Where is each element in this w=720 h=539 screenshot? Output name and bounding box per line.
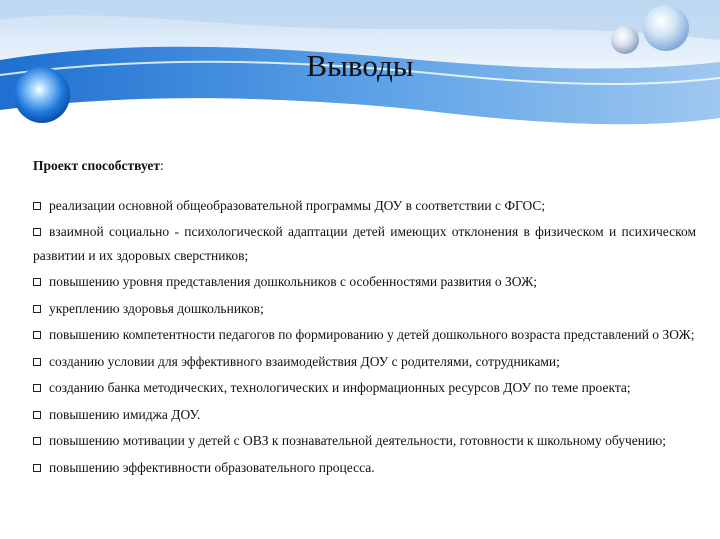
slide-title: Выводы xyxy=(306,48,414,83)
checkbox-bullet-icon xyxy=(33,437,41,445)
slide-content xyxy=(33,154,696,482)
checkbox-bullet-icon xyxy=(33,305,41,313)
list-item: реализации основной общеобразовательной программы ДОУ в соответствии с ФГОС; xyxy=(33,194,696,218)
checkbox-bullet-icon xyxy=(33,202,41,210)
lead-bold: Проект способствует xyxy=(33,158,160,173)
list-item: взаимной социально - психологической адаптации детей имеющих отклонения в физическом и психическом развитии и их здоровых сверстников; xyxy=(33,224,696,263)
checkbox-bullet-icon xyxy=(33,228,41,236)
conclusions-list xyxy=(33,194,696,480)
checkbox-bullet-icon xyxy=(33,464,41,472)
list-item: созданию банка методических, технологических и информационных ресурсов ДОУ по теме проекта; xyxy=(33,376,696,400)
light-orb-icon xyxy=(643,5,689,51)
list-item: повышению мотивации у детей с ОВЗ к познавательной деятельности, готовности к школьному обучению; xyxy=(33,429,696,453)
list-item: укреплению здоровья дошкольников; xyxy=(33,297,696,321)
checkbox-bullet-icon xyxy=(33,411,41,419)
list-item: созданию условии для эффективного взаимодействия ДОУ с родителями, сотрудниками; xyxy=(33,350,696,374)
header-banner xyxy=(0,0,720,150)
checkbox-bullet-icon xyxy=(33,358,41,366)
list-item: повышению компетентности педагогов по формированию у детей дошкольного возраста представлений о ЗОЖ; xyxy=(33,323,696,347)
list-item: повышению уровня представления дошкольников с особенностями развития о ЗОЖ; xyxy=(33,270,696,294)
lead-tail: : xyxy=(159,158,164,173)
checkbox-bullet-icon xyxy=(33,384,41,392)
checkbox-bullet-icon xyxy=(33,278,41,286)
lead-paragraph xyxy=(33,154,696,178)
list-item: повышению имиджа ДОУ. xyxy=(33,403,696,427)
checkbox-bullet-icon xyxy=(33,331,41,339)
list-item: повышению эффективности образовательного процесса. xyxy=(33,456,696,480)
